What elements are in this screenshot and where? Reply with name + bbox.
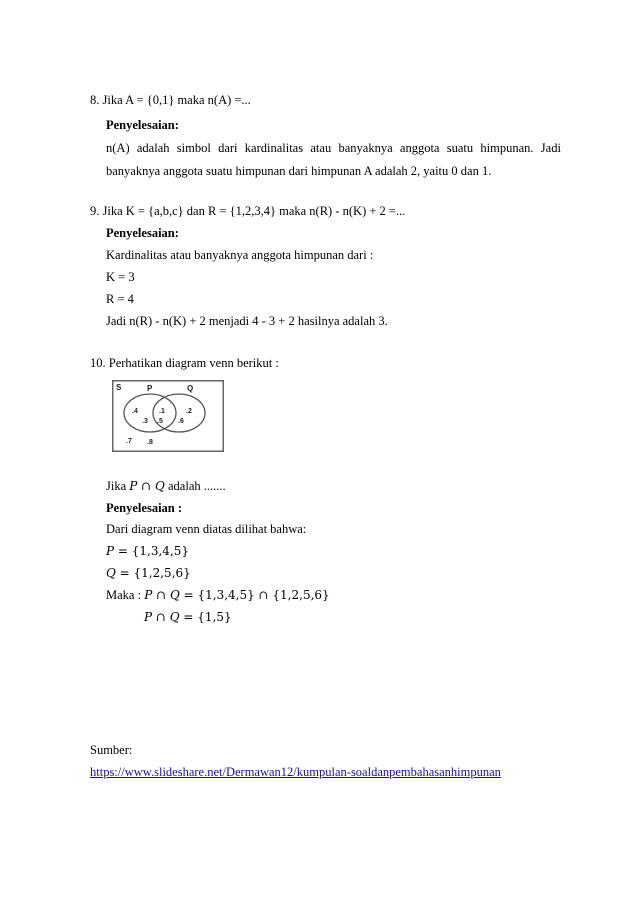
venn-element: .2	[186, 408, 192, 415]
q10-result	[144, 609, 232, 625]
q10-result-rest: = {1,5}	[179, 610, 232, 624]
venn-element: .7	[126, 438, 132, 445]
q8-explanation-line1	[106, 140, 561, 156]
q10-ask-p: P	[129, 479, 138, 493]
q9-heading: Penyelesaian:	[106, 226, 179, 240]
source-link[interactable]: https://www.slideshare.net/Dermawan12/kumpulan-soaldanpembahasanhimpunan	[90, 765, 501, 779]
venn-element: .5	[157, 418, 163, 425]
q8-word: banyaknya	[338, 141, 393, 155]
q10-ask-q: Q	[155, 479, 165, 493]
q10-set-p-value: = {1,3,4,5}	[114, 544, 190, 558]
q9-question: 9. Jika K = {a,b,c} dan R = {1,2,3,4} maka n(R) - n(K) + 2 =...	[90, 204, 406, 218]
q9-line4: Jadi n(R) - n(K) + 2 menjadi 4 - 3 + 2 hasilnya adalah 3.	[106, 314, 388, 328]
q10-maka-op: ∩	[152, 588, 170, 602]
q10-result-op: ∩	[152, 610, 170, 624]
venn-label-q: Q	[187, 384, 194, 393]
q8-word: anggota	[399, 141, 440, 155]
venn-label-s: S	[116, 383, 122, 392]
q10-maka-p: P	[144, 588, 153, 602]
q8-word: adalah	[136, 141, 170, 155]
q8-word: n(A)	[106, 141, 130, 155]
q10-ask	[106, 478, 226, 494]
q10-result-q: Q	[169, 610, 180, 624]
q10-intro: Dari diagram venn diatas dilihat bahwa:	[106, 522, 307, 536]
q10-set-q-var: Q	[106, 566, 116, 580]
venn-element: .4	[132, 408, 138, 415]
q10-result-p: P	[144, 610, 153, 624]
q10-ask-suffix: adalah .......	[164, 479, 226, 493]
q8-word: simbol	[176, 141, 211, 155]
venn-element: .1	[159, 408, 165, 415]
q10-maka-q: Q	[169, 588, 180, 602]
venn-element: .3	[142, 418, 148, 425]
q8-question: 8. Jika A = {0,1} maka n(A) =...	[90, 93, 251, 107]
source-label: Sumber:	[90, 743, 133, 757]
q10-set-q-value: = {1,2,5,6}	[115, 566, 191, 580]
q8-word: Jadi	[540, 141, 561, 155]
q10-set-p-var: P	[106, 544, 115, 558]
q10-ask-op: ∩	[137, 479, 156, 493]
q10-maka-rest: = {1,3,4,5} ∩ {1,2,5,6}	[179, 588, 330, 602]
venn-diagram	[112, 380, 224, 452]
q10-set-p	[106, 543, 189, 559]
q10-set-q	[106, 565, 191, 581]
q8-word: suatu	[446, 141, 474, 155]
q8-explanation-line2: banyaknya anggota suatu himpunan dari himpunan A adalah 2, yaitu 0 dan 1.	[106, 164, 492, 178]
q10-question: 10. Perhatikan diagram venn berikut :	[90, 356, 279, 370]
q8-heading: Penyelesaian:	[106, 118, 179, 132]
q10-ask-prefix: Jika	[106, 479, 130, 493]
q10-maka-label: Maka :	[106, 588, 145, 602]
q10-heading: Penyelesaian :	[106, 501, 183, 515]
q8-word: kardinalitas	[244, 141, 304, 155]
q8-word: dari	[218, 141, 238, 155]
venn-label-p: P	[147, 384, 153, 393]
q10-maka	[106, 587, 330, 603]
q9-line1: Kardinalitas atau banyaknya anggota himpunan dari :	[106, 248, 374, 262]
venn-element: .8	[147, 439, 153, 446]
q9-line2: K = 3	[106, 270, 135, 284]
q8-word: himpunan.	[480, 141, 534, 155]
venn-element: .6	[178, 418, 184, 425]
q8-word: atau	[310, 141, 332, 155]
q9-line3: R = 4	[106, 292, 134, 306]
